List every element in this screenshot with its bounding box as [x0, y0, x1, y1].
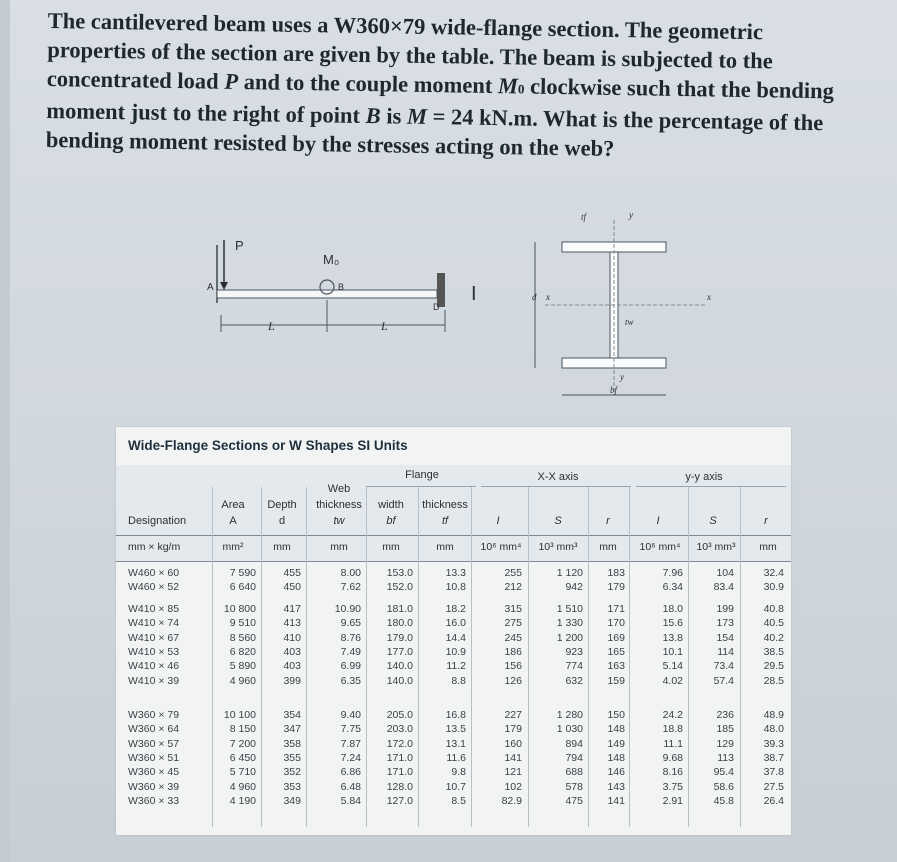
table-cell: 18.2: [445, 603, 466, 615]
question-text: [46, 6, 858, 167]
cell-designation: W360 × 39: [128, 780, 180, 793]
table-cell: 8.8: [451, 674, 466, 687]
q-text: bending moment resisted by the stresses acting: [45, 126, 500, 160]
table-cell: 179: [607, 581, 625, 594]
table-cell: 5.14: [662, 660, 683, 673]
cell-designation: W410 × 46: [128, 660, 180, 673]
table-cell: 403: [283, 660, 301, 673]
table-cell: 5 890: [229, 660, 256, 673]
cell-designation: W360 × 57: [128, 737, 180, 750]
table-cell: 1 120: [556, 567, 583, 579]
table-cell: 9.65: [340, 617, 361, 630]
table-cell: 7.75: [340, 723, 361, 736]
table-cell: 82.9: [501, 794, 522, 807]
table-cell: 177.0: [386, 645, 413, 658]
cell-designation: W360 × 33: [128, 794, 180, 807]
q-var-m: M: [406, 103, 428, 129]
table-cell: 30.9: [763, 581, 784, 594]
label-b: B: [338, 282, 345, 292]
table-cell: 173: [716, 617, 734, 630]
table-cell: 7 200: [229, 737, 256, 750]
table-cell: 7 590: [229, 567, 256, 579]
table-cell: 179.0: [386, 631, 413, 644]
cell-designation: W360 × 79: [128, 709, 180, 721]
cell-designation: W460 × 52: [128, 581, 180, 594]
header-flange-width: width: [378, 499, 404, 511]
table-cell: 38.5: [763, 645, 784, 658]
table-cell: 9.40: [340, 709, 361, 721]
header-r: r: [606, 515, 610, 527]
table-cell: 102: [504, 780, 522, 793]
table-row: [116, 646, 791, 660]
table-cell: 275: [504, 617, 522, 630]
label-y-bottom: y: [620, 372, 624, 382]
unit-tw: mm: [330, 541, 348, 553]
q-text: and to the couple moment: [237, 68, 499, 99]
beam-figure: [95, 180, 735, 410]
table-cell: 1 280: [556, 709, 583, 721]
cell-designation: W410 × 67: [128, 631, 180, 644]
header-tf: tf: [441, 515, 449, 527]
unit-r: mm: [599, 541, 617, 553]
table-row: [116, 675, 791, 689]
header-bf: bf: [386, 515, 396, 527]
table-row: [116, 603, 791, 617]
header-area: Area: [221, 499, 245, 511]
table-cell: 9 510: [229, 617, 256, 630]
table-row: [116, 567, 791, 581]
table-cell: 113: [717, 751, 734, 764]
table-cell: 894: [565, 737, 583, 750]
table-cell: 7.24: [340, 751, 361, 764]
cell-designation: W360 × 51: [128, 751, 180, 764]
header-divider: [116, 535, 791, 536]
table-cell: 13.1: [445, 737, 466, 750]
table-cell: 58.6: [713, 780, 734, 793]
table-cell: 203.0: [386, 723, 413, 736]
table-row: [116, 795, 791, 809]
table-cell: 205.0: [386, 709, 413, 721]
table-cell: 199: [716, 603, 734, 615]
header-yy-axis: y-y axis: [685, 471, 723, 483]
table-title: Wide-Flange Sections or W Shapes SI Units: [128, 438, 408, 453]
q-text: is: [380, 103, 408, 129]
table-cell: 153.0: [386, 567, 413, 579]
table-cell: 4 190: [229, 794, 256, 807]
table-cell: 169: [607, 631, 625, 644]
table-row: [116, 709, 791, 723]
q-emphasis: on the web?: [499, 134, 615, 161]
table-cell: 9.68: [662, 751, 683, 764]
table-cell: 1 200: [556, 631, 583, 644]
table-cell: 26.4: [763, 794, 784, 807]
label-m0: M₀: [323, 252, 340, 267]
table-cell: 180.0: [386, 617, 413, 630]
label-l2: L: [381, 319, 388, 333]
table-cell: 11.2: [446, 660, 466, 673]
beam-diagram: [95, 180, 735, 410]
question-line-1: The cantilevered beam uses a W360×79 wide-flange section. The geometric: [47, 7, 764, 45]
table-cell: 163: [607, 660, 625, 673]
table-cell: 40.2: [763, 631, 784, 644]
table-cell: 40.5: [763, 617, 784, 630]
table-cell: 114: [717, 645, 734, 658]
header-rule: [481, 486, 631, 487]
table-row: [116, 766, 791, 780]
unit-depth: mm: [273, 541, 291, 553]
table-cell: 6.48: [340, 780, 361, 793]
q-var-m0: M: [497, 73, 519, 99]
table-cell: 6.35: [340, 674, 361, 687]
table-cell: 6.34: [662, 581, 683, 594]
table-cell: 10 800: [223, 603, 256, 615]
table-cell: 352: [283, 766, 301, 779]
table-cell: 185: [716, 723, 734, 736]
table-cell: 10.1: [662, 645, 683, 658]
units-divider: [116, 561, 791, 562]
table-cell: 148: [607, 723, 625, 736]
table-cell: 141: [607, 794, 625, 807]
header-web-thickness: thickness: [316, 499, 362, 511]
label-y-top: y: [629, 210, 633, 220]
header-designation: Designation: [128, 515, 187, 527]
table-cell: 128.0: [386, 780, 413, 793]
table-row: [116, 723, 791, 737]
table-cell: 156: [504, 660, 522, 673]
table-cell: 148: [607, 751, 625, 764]
q-text: concentrated load: [46, 65, 225, 94]
cell-designation: W410 × 74: [128, 617, 180, 630]
table-cell: 1 330: [556, 617, 583, 630]
table-row: [116, 781, 791, 795]
table-cell: 5.84: [340, 794, 361, 807]
header-i: I: [496, 515, 500, 527]
table-cell: 4 960: [229, 780, 256, 793]
header-tw: tw: [333, 515, 345, 527]
header-ry: r: [764, 515, 768, 527]
unit-iy: 10⁶ mm⁴: [639, 541, 681, 553]
table-cell: 154: [716, 631, 734, 644]
table-cell: 3.75: [662, 780, 683, 793]
table-cell: 83.4: [713, 581, 734, 594]
unit-designation: mm × kg/m: [128, 541, 181, 553]
table-cell: 186: [504, 645, 522, 658]
table-cell: 942: [565, 581, 583, 594]
label-tf: tf: [581, 212, 587, 222]
table-cell: 141: [504, 751, 522, 764]
table-cell: 27.5: [763, 780, 784, 793]
table-row: [116, 632, 791, 646]
table-cell: 165: [607, 645, 625, 658]
unit-tf: mm: [436, 541, 454, 553]
cell-designation: W410 × 85: [128, 603, 180, 615]
header-a: A: [229, 515, 237, 527]
table-cell: 48.0: [763, 723, 784, 736]
table-cell: 14.4: [445, 631, 466, 644]
label-tw: tw: [625, 317, 634, 327]
table-cell: 159: [607, 674, 625, 687]
wide-flange-table: [116, 427, 791, 835]
label-l1: L: [268, 319, 275, 333]
table-cell: 417: [283, 603, 301, 615]
table-cell: 2.91: [662, 794, 683, 807]
table-cell: 13.8: [662, 631, 683, 644]
q-var-p: P: [224, 68, 239, 94]
table-cell: 40.8: [763, 603, 784, 615]
table-row: [116, 617, 791, 631]
header-xx-axis: X-X axis: [537, 471, 579, 483]
table-cell: 403: [283, 645, 301, 658]
header-iy: I: [656, 515, 660, 527]
cell-designation: W410 × 53: [128, 645, 180, 658]
table-cell: 632: [565, 674, 583, 687]
table-cell: 413: [283, 617, 301, 630]
q-text: moment just to the right of point: [46, 97, 366, 129]
table-cell: 475: [565, 794, 583, 807]
table-cell: 140.0: [386, 674, 413, 687]
cell-designation: W360 × 64: [128, 723, 180, 736]
label-p: P: [235, 238, 244, 253]
table-cell: 29.5: [763, 660, 784, 673]
photo-page: [10, 0, 897, 862]
q-text: clockwise such that the bending: [524, 73, 835, 104]
table-cell: 95.4: [713, 766, 734, 779]
table-cell: 7.49: [340, 645, 361, 658]
table-cell: 212: [504, 581, 522, 594]
header-d: d: [278, 515, 286, 527]
table-cell: 150: [607, 709, 625, 721]
table-cell: 9.8: [451, 766, 466, 779]
table-cell: 8 150: [229, 723, 256, 736]
header-sy: S: [709, 515, 717, 527]
table-cell: 245: [504, 631, 522, 644]
table-cell: 126: [504, 674, 522, 687]
unit-bf: mm: [382, 541, 400, 553]
table-cell: 171.0: [386, 751, 413, 764]
table-cell: 1 510: [556, 603, 583, 615]
table-row: [116, 581, 791, 595]
table-cell: 255: [504, 567, 522, 579]
header-s: S: [554, 515, 562, 527]
table-cell: 39.3: [763, 737, 784, 750]
table-cell: 13.5: [445, 723, 466, 736]
table-cell: 7.87: [340, 737, 361, 750]
label-a: A: [207, 282, 214, 293]
table-cell: 18.0: [662, 603, 683, 615]
table-cell: 48.9: [763, 709, 784, 721]
table-row: [116, 660, 791, 674]
table-cell: 104: [716, 567, 734, 579]
section-symbol: I: [471, 283, 477, 305]
question-line-2: properties of the section are given by the table. The beam is subjected to the: [47, 36, 773, 74]
table-cell: 10.7: [445, 780, 466, 793]
table-cell: 4.02: [662, 674, 683, 687]
table-row: [116, 752, 791, 766]
table-cell: 45.8: [713, 794, 734, 807]
header-rule: [366, 486, 476, 487]
load-p-arrowhead: [220, 282, 228, 290]
header-flange: Flange: [405, 469, 439, 481]
table-cell: 140.0: [386, 660, 413, 673]
q-text: = 24 kN.m. What is the percentage of the: [426, 103, 824, 136]
table-cell: 236: [716, 709, 734, 721]
table-cell: 578: [565, 780, 583, 793]
table-cell: 146: [607, 766, 625, 779]
unit-i: 10⁶ mm⁴: [480, 541, 522, 553]
table-cell: 127.0: [386, 794, 413, 807]
table-cell: 315: [504, 603, 522, 615]
unit-sy: 10³ mm³: [696, 541, 736, 553]
table-cell: 8.16: [662, 766, 683, 779]
table-cell: 24.2: [662, 709, 683, 721]
table-cell: 28.5: [763, 674, 784, 687]
table-cell: 358: [283, 737, 301, 750]
table-cell: 347: [283, 723, 301, 736]
table-cell: 774: [565, 660, 583, 673]
table-cell: 399: [283, 674, 301, 687]
table-cell: 16.8: [445, 709, 466, 721]
label-x-right: x: [707, 292, 711, 302]
table-cell: 172.0: [386, 737, 413, 750]
table-cell: 8 560: [229, 631, 256, 644]
table-cell: 181.0: [386, 603, 413, 615]
table-row: [116, 738, 791, 752]
table-cell: 57.4: [713, 674, 734, 687]
table-cell: 455: [283, 567, 301, 579]
table-cell: 354: [283, 709, 301, 721]
table-cell: 171: [607, 603, 625, 615]
table-cell: 353: [283, 780, 301, 793]
q-subscript: 0: [517, 81, 525, 97]
table-cell: 171.0: [386, 766, 413, 779]
table-cell: 6.99: [340, 660, 361, 673]
table-cell: 13.3: [445, 567, 466, 579]
table-cell: 37.8: [763, 766, 784, 779]
cell-designation: W410 × 39: [128, 674, 180, 687]
label-d: D: [433, 302, 440, 312]
table-cell: 11.6: [446, 751, 466, 764]
table-cell: 149: [607, 737, 625, 750]
table-cell: 129: [716, 737, 734, 750]
table-cell: 6 640: [229, 581, 256, 594]
table-cell: 6 820: [229, 645, 256, 658]
table-cell: 5 710: [229, 766, 256, 779]
table-cell: 410: [283, 631, 301, 644]
table-cell: 355: [283, 751, 301, 764]
table-cell: 183: [607, 567, 625, 579]
header-flange-thickness: thickness: [422, 499, 468, 511]
table-cell: 8.5: [451, 794, 466, 807]
table-cell: 16.0: [445, 617, 466, 630]
label-bf: bf: [610, 385, 618, 395]
table-cell: 160: [504, 737, 522, 750]
unit-s: 10³ mm³: [538, 541, 578, 553]
table-cell: 10.90: [334, 603, 361, 615]
table-cell: 32.4: [763, 567, 784, 579]
table-cell: 10.9: [445, 645, 466, 658]
table-cell: 7.62: [340, 581, 361, 594]
header-web: Web: [327, 483, 351, 495]
table-cell: 10.8: [445, 581, 466, 594]
table-cell: 18.8: [662, 723, 683, 736]
unit-area: mm²: [222, 541, 244, 553]
table-cell: 73.4: [713, 660, 734, 673]
table-cell: 143: [607, 780, 625, 793]
cell-designation: W460 × 60: [128, 567, 180, 579]
table-cell: 121: [504, 766, 522, 779]
table-cell: 349: [283, 794, 301, 807]
table-cell: 8.00: [340, 567, 361, 579]
unit-ry: mm: [759, 541, 777, 553]
table-cell: 227: [504, 709, 522, 721]
table-cell: 170: [607, 617, 625, 630]
table-cell: 15.6: [662, 617, 683, 630]
table-cell: 6.86: [340, 766, 361, 779]
table-cell: 7.96: [662, 567, 683, 579]
table-cell: 6 450: [229, 751, 256, 764]
table-cell: 10 100: [223, 709, 256, 721]
table-cell: 179: [504, 723, 522, 736]
table-cell: 1 030: [556, 723, 583, 736]
table-cell: 38.7: [763, 751, 784, 764]
label-d-depth: d: [532, 292, 537, 302]
label-x-left: x: [546, 292, 550, 302]
q-var-b: B: [365, 103, 381, 129]
table-cell: 450: [283, 581, 301, 594]
table-cell: 923: [565, 645, 583, 658]
cell-designation: W360 × 45: [128, 766, 180, 779]
table-cell: 152.0: [386, 581, 413, 594]
table-cell: 4 960: [229, 674, 256, 687]
header-rule: [636, 486, 786, 487]
table-cell: 8.76: [340, 631, 361, 644]
table-cell: 794: [565, 751, 583, 764]
table-cell: 11.1: [663, 737, 683, 750]
table-cell: 688: [565, 766, 583, 779]
header-depth: Depth: [267, 499, 297, 511]
